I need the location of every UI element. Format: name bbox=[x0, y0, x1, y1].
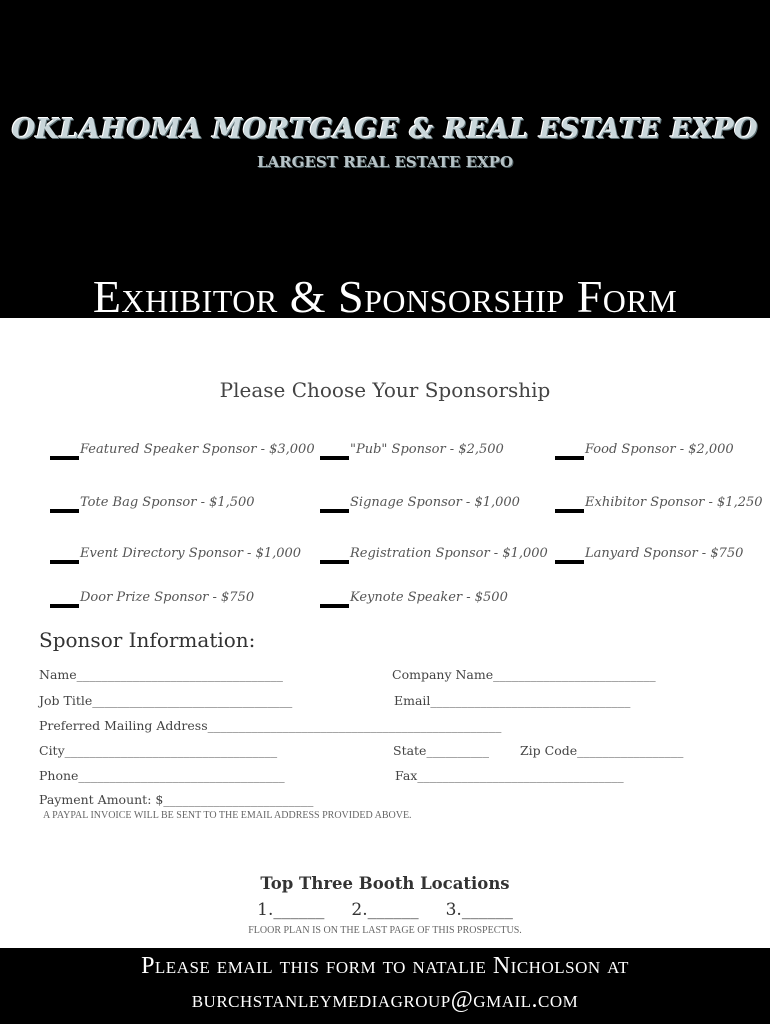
option-label: Door Prize Sponsor - $750 bbox=[80, 590, 255, 605]
checkbox-line[interactable] bbox=[320, 604, 349, 608]
invoice-note: A PAYPAL INVOICE WILL BE SENT TO THE EMAIL ADDRESS PROVIDED ABOVE. bbox=[43, 810, 412, 821]
zip-code-field[interactable]: Zip Code_________________ bbox=[520, 743, 684, 758]
option-label: Tote Bag Sponsor - $1,500 bbox=[80, 495, 255, 510]
checkbox-line[interactable] bbox=[555, 509, 584, 513]
checkbox-line[interactable] bbox=[320, 509, 349, 513]
checkbox-line[interactable] bbox=[50, 604, 79, 608]
checkbox-line[interactable] bbox=[50, 456, 79, 460]
sponsor-info-heading: Sponsor Information: bbox=[39, 628, 256, 652]
email-field[interactable]: Email________________________________ bbox=[394, 693, 631, 708]
state-field[interactable]: State__________ bbox=[393, 743, 489, 758]
option-label: Registration Sponsor - $1,000 bbox=[350, 546, 548, 561]
checkbox-line[interactable] bbox=[555, 560, 584, 564]
checkbox-line[interactable] bbox=[320, 456, 349, 460]
footer-instruction: Please email this form to natalie Nicholson at bbox=[141, 953, 629, 979]
company-name-field[interactable]: Company Name__________________________ bbox=[392, 667, 656, 682]
floor-plan-note: FLOOR PLAN IS ON THE LAST PAGE OF THIS PROSPECTUS. bbox=[248, 925, 522, 936]
payment-amount-field[interactable]: Payment Amount: $________________________ bbox=[39, 792, 314, 807]
option-label: Event Directory Sponsor - $1,000 bbox=[80, 546, 302, 561]
booth-choice-lines[interactable]: 1.______ 2.______ 3.______ bbox=[257, 900, 513, 920]
form-title: Exhibitor & Sponsorship Form bbox=[92, 271, 678, 322]
job-title-field[interactable]: Job Title________________________________ bbox=[39, 693, 293, 708]
option-label: "Pub" Sponsor - $2,500 bbox=[350, 442, 504, 457]
option-label: Keynote Speaker - $500 bbox=[350, 590, 508, 605]
checkbox-line[interactable] bbox=[555, 456, 584, 460]
expo-subtitle: LARGEST REAL ESTATE EXPO bbox=[256, 153, 514, 171]
checkbox-line[interactable] bbox=[50, 560, 79, 564]
option-label: Lanyard Sponsor - $750 bbox=[585, 546, 744, 561]
fax-field[interactable]: Fax_________________________________ bbox=[395, 768, 624, 783]
expo-title: OKLAHOMA MORTGAGE & REAL ESTATE EXPO bbox=[11, 114, 759, 145]
checkbox-line[interactable] bbox=[50, 509, 79, 513]
footer-email: burchstanleymediagroup@gmail.com bbox=[191, 987, 579, 1013]
phone-field[interactable]: Phone_________________________________ bbox=[39, 768, 285, 783]
option-label: Featured Speaker Sponsor - $3,000 bbox=[80, 442, 315, 457]
booth-heading: Top Three Booth Locations bbox=[260, 874, 510, 893]
checkbox-line[interactable] bbox=[320, 560, 349, 564]
option-label: Exhibitor Sponsor - $1,250 bbox=[585, 495, 763, 510]
name-field[interactable]: Name_________________________________ bbox=[39, 667, 283, 682]
mailing-address-field[interactable]: Preferred Mailing Address_______________________________________________ bbox=[39, 718, 502, 733]
option-label: Signage Sponsor - $1,000 bbox=[350, 495, 520, 510]
sponsorship-heading: Please Choose Your Sponsorship bbox=[219, 378, 551, 402]
option-label: Food Sponsor - $2,000 bbox=[585, 442, 734, 457]
city-field[interactable]: City__________________________________ bbox=[39, 743, 278, 758]
